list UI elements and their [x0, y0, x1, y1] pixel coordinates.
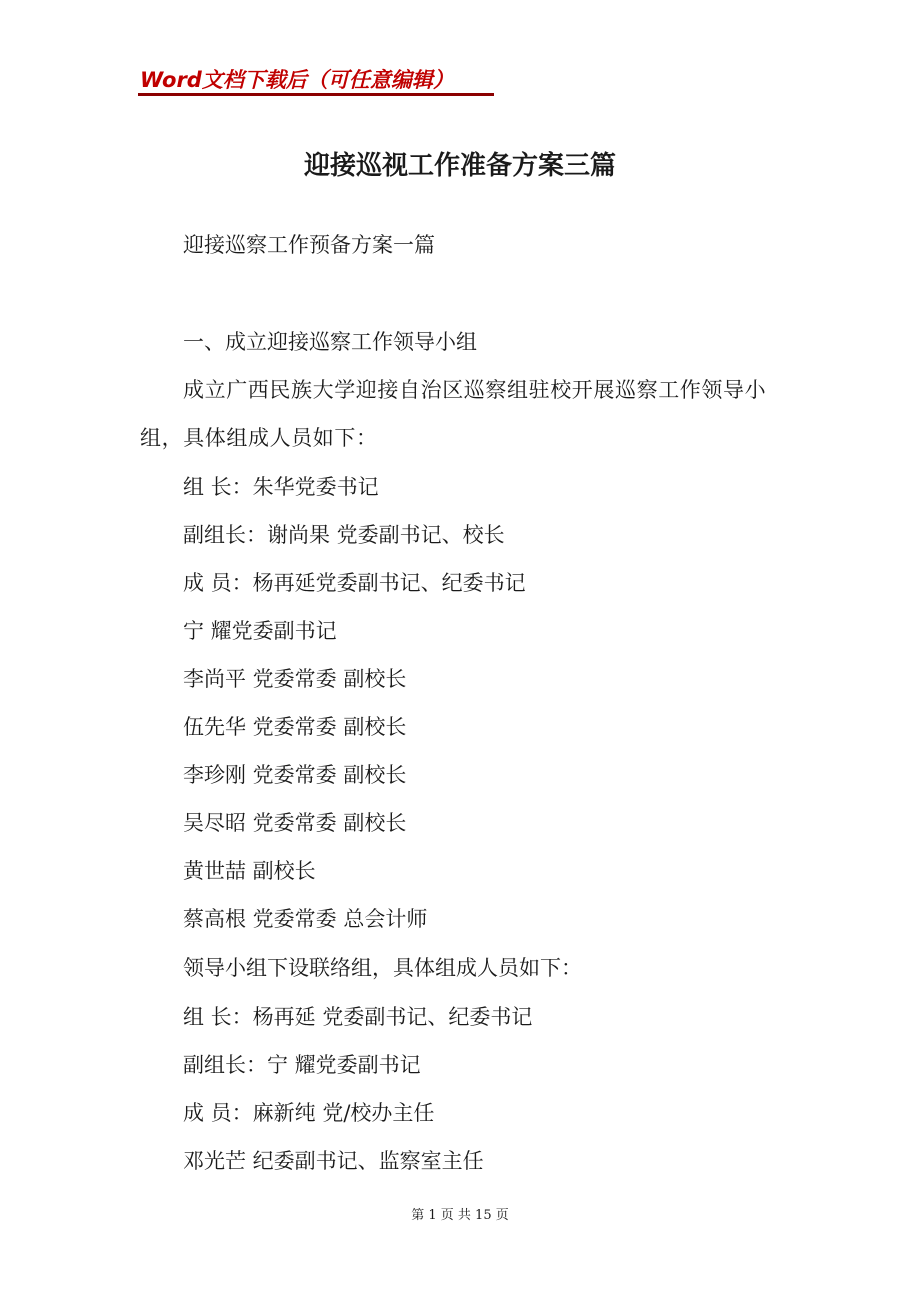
header-underline [138, 93, 494, 96]
download-note-text: Word文档下载后（可任意编辑） [140, 68, 454, 92]
liaison-member-line: 成 员：麻新纯 党/校办主任 [183, 1101, 435, 1125]
page-number: 第 1 页 共 15 页 [411, 1208, 509, 1223]
group-member-line: 宁 耀党委副书记 [183, 619, 337, 643]
group-member-line: 伍先华 党委常委 副校长 [183, 715, 407, 739]
group-member-line: 李珍刚 党委常委 副校长 [183, 763, 407, 787]
liaison-intro: 领导小组下设联络组，具体组成人员如下： [183, 956, 582, 980]
intro-paragraph: 成立广西民族大学迎接自治区巡察组驻校开展巡察工作领导小组，具体组成人员如下： [140, 378, 767, 450]
download-note [140, 62, 454, 96]
group-member-line: 蔡高根 党委常委 总会计师 [183, 907, 428, 931]
group-member-line: 成 员：杨再延党委副书记、纪委书记 [183, 571, 526, 595]
document-title: 迎接巡视工作准备方案三篇 [303, 151, 616, 181]
liaison-member-line: 组 长：杨再延 党委副书记、纪委书记 [183, 1005, 533, 1029]
group-member-line: 副组长：谢尚果 党委副书记、校长 [183, 523, 505, 547]
plan-subtitle: 迎接巡察工作预备方案一篇 [183, 233, 435, 257]
group-member-line: 组 长：朱华党委书记 [183, 475, 379, 499]
group-member-line: 李尚平 党委常委 副校长 [183, 667, 407, 691]
liaison-member-line: 邓光芒 纪委副书记、监察室主任 [183, 1149, 484, 1173]
group-member-line: 黄世喆 副校长 [183, 859, 316, 883]
group-member-line: 吴尽昭 党委常委 副校长 [183, 811, 407, 835]
liaison-member-line: 副组长：宁 耀党委副书记 [183, 1053, 421, 1077]
section-heading: 一、成立迎接巡察工作领导小组 [183, 330, 477, 354]
